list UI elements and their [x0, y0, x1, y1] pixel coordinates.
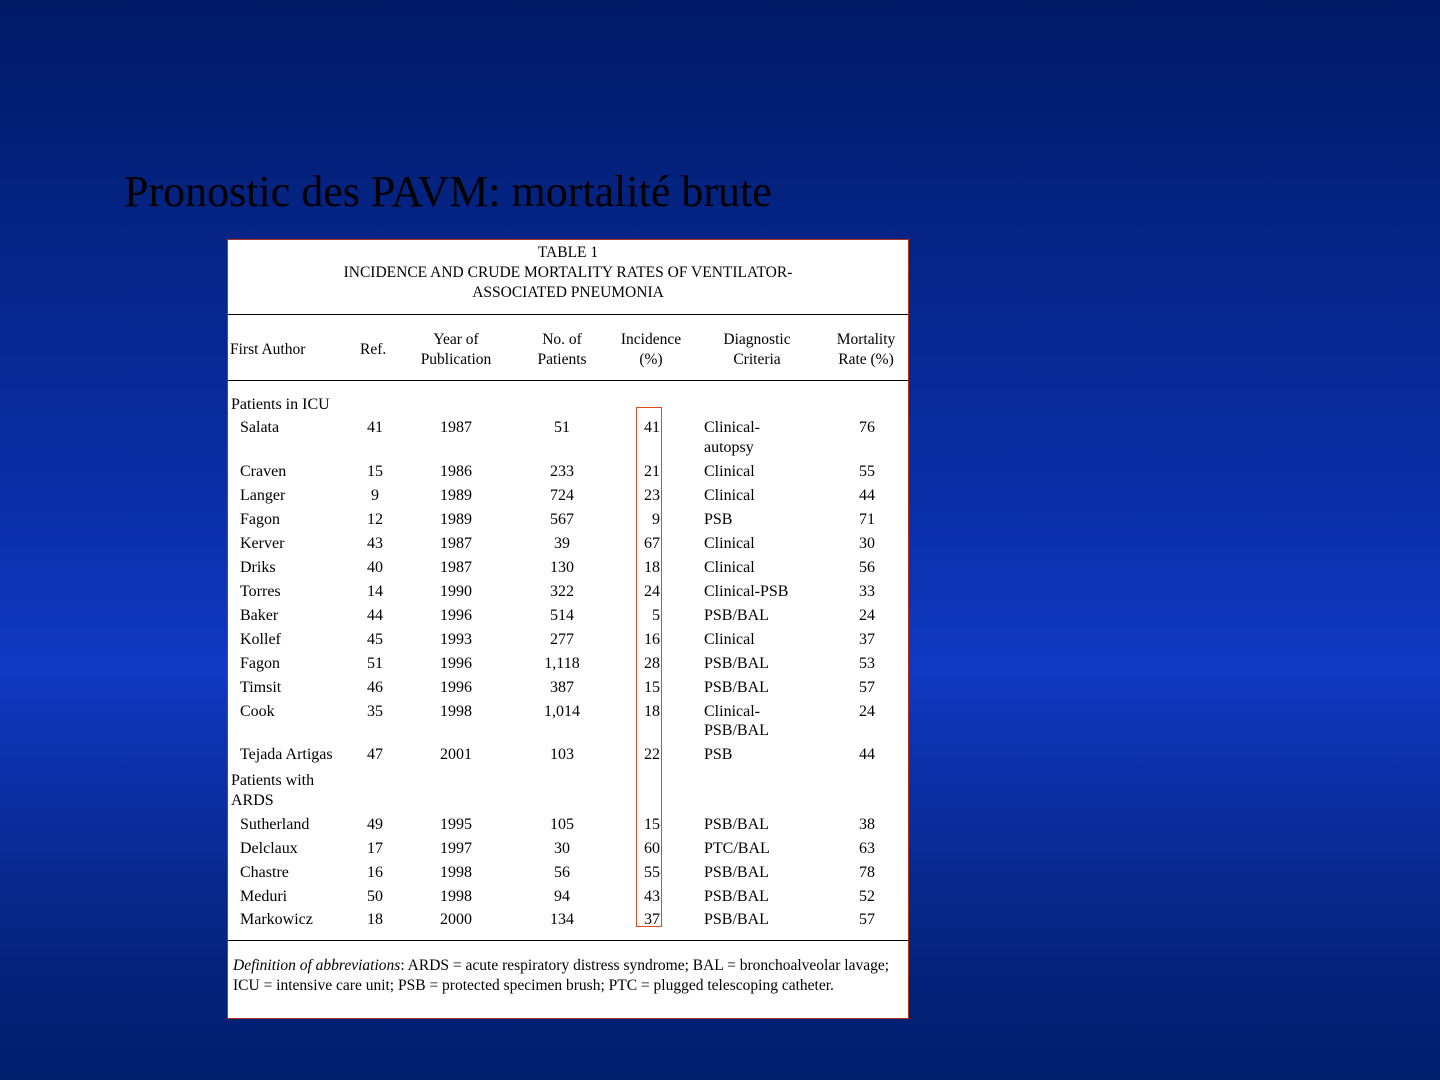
cell-mort: 76: [859, 419, 875, 436]
cell-diag: PSB/BAL: [704, 679, 769, 696]
cell-inc: 24: [644, 583, 660, 600]
cell-mort: 38: [859, 816, 875, 833]
cell-author: Markowicz: [240, 911, 313, 928]
section-title-ards-line-2: ARDS: [231, 792, 274, 809]
cell-ref: 35: [367, 703, 383, 720]
cell-inc: 15: [644, 679, 660, 696]
table-label: TABLE 1: [537, 244, 599, 261]
section-title-ards: Patients with: [231, 772, 315, 789]
cell-n: 514: [550, 607, 574, 624]
cell-diag: Clinical: [704, 463, 755, 480]
cell-author: Craven: [240, 463, 287, 480]
cell-diag: Clinical-: [704, 419, 760, 436]
header-patients: No. of Patients: [537, 331, 587, 368]
cell-mort: 53: [859, 655, 875, 672]
cell-n: 1,118: [544, 655, 580, 672]
cell-year: 1996: [440, 607, 472, 624]
footnote-lead: Definition of abbreviations: [233, 957, 401, 974]
cell-mort: 63: [859, 840, 875, 857]
cell-year: 1995: [440, 816, 472, 833]
cell-author: Langer: [240, 487, 286, 504]
cell-diag: PTC/BAL: [704, 840, 770, 857]
cell-n: 724: [550, 487, 574, 504]
cell-n: 567: [550, 511, 574, 528]
cell-inc: 15: [644, 816, 660, 833]
cell-year: 1987: [440, 559, 472, 576]
footnote: [233, 956, 903, 995]
cell-ref: 18: [367, 911, 383, 928]
cell-n: 30: [554, 840, 570, 857]
cell-diag: PSB/BAL: [704, 911, 769, 928]
cell-author: Tejada Artigas: [240, 746, 333, 763]
cell-inc: 18: [644, 703, 660, 720]
cell-diag: PSB/BAL: [704, 888, 769, 905]
cell-year: 1987: [440, 535, 472, 552]
cell-inc: 41: [644, 419, 660, 436]
cell-author: Salata: [240, 419, 280, 436]
cell-mort: 57: [859, 911, 875, 928]
cell-mort: 78: [859, 864, 875, 881]
cell-author: Fagon: [240, 511, 280, 528]
header-diagnostic: Diagnostic Criteria: [723, 331, 791, 368]
header-mortality: Mortality Rate (%): [836, 331, 896, 368]
cell-ref: 40: [367, 559, 383, 576]
cell-author: Driks: [240, 559, 276, 576]
cell-mort: 24: [859, 607, 875, 624]
cell-n: 56: [554, 864, 570, 881]
cell-n: 134: [550, 911, 574, 928]
incidence-highlight-box: [636, 407, 662, 927]
cell-diag: PSB/BAL: [704, 816, 769, 833]
cell-author: Timsit: [240, 679, 282, 696]
cell-year: 1987: [440, 419, 472, 436]
cell-year: 1998: [440, 888, 472, 905]
cell-year: 1989: [440, 487, 472, 504]
cell-ref: 9: [371, 487, 379, 504]
cell-year: 2001: [440, 746, 472, 763]
cell-ref: 12: [367, 511, 383, 528]
cell-diag: PSB: [704, 746, 733, 763]
cell-author: Kerver: [240, 535, 285, 552]
cell-ref: 49: [367, 816, 383, 833]
cell-n: 51: [554, 419, 570, 436]
cell-author: Kollef: [240, 631, 281, 648]
cell-inc: 18: [644, 559, 660, 576]
cell-diag: PSB: [704, 511, 733, 528]
cell-n: 322: [550, 583, 574, 600]
cell-mort: 52: [859, 888, 875, 905]
section-title-icu: Patients in ICU: [231, 396, 330, 413]
cell-author: Meduri: [240, 888, 288, 905]
cell-diag: Clinical: [704, 631, 755, 648]
cell-diag: Clinical: [704, 487, 755, 504]
cell-inc: 21: [644, 463, 660, 480]
cell-ref: 47: [367, 746, 383, 763]
cell-year: 1997: [440, 840, 472, 857]
cell-inc: 43: [644, 888, 660, 905]
cell-mort: 71: [859, 511, 875, 528]
cell-year: 1998: [440, 703, 472, 720]
header-author: First Author: [230, 341, 306, 358]
cell-author: Baker: [240, 607, 279, 624]
header-rule: [228, 380, 908, 381]
cell-ref: 51: [367, 655, 383, 672]
cell-inc: 22: [644, 746, 660, 763]
cell-year: 1989: [440, 511, 472, 528]
cell-mort: 55: [859, 463, 875, 480]
table-image: [227, 239, 909, 1019]
cell-ref: 15: [367, 463, 383, 480]
header-incidence: Incidence (%): [620, 331, 682, 368]
cell-n: 130: [550, 559, 574, 576]
cell-n: 233: [550, 463, 574, 480]
cell-ref: 50: [367, 888, 383, 905]
cell-ref: 44: [367, 607, 383, 624]
cell-n: 277: [550, 631, 574, 648]
table-caption-line-2: ASSOCIATED PNEUMONIA: [472, 284, 664, 301]
cell-diag: Clinical: [704, 559, 755, 576]
table-caption-line-1: INCIDENCE AND CRUDE MORTALITY RATES OF VENTILATOR-: [343, 264, 793, 281]
cell-inc: 67: [644, 535, 660, 552]
cell-inc: 55: [644, 864, 660, 881]
footnote-text: : ARDS = acute respiratory distress syndrome; BAL = bronchoalveolar lavage; ICU = intensive care unit; PSB = protected specimen brush; PTC = plugged telescoping catheter.: [233, 957, 890, 994]
cell-n: 1,014: [544, 703, 580, 720]
top-rule: [228, 314, 908, 315]
cell-mort: 33: [859, 583, 875, 600]
cell-year: 1993: [440, 631, 472, 648]
cell-inc: 28: [644, 655, 660, 672]
cell-year: 2000: [440, 911, 472, 928]
cell-ref: 16: [367, 864, 383, 881]
cell-ref: 45: [367, 631, 383, 648]
cell-mort: 37: [859, 631, 875, 648]
cell-inc: 60: [644, 840, 660, 857]
cell-diag: Clinical-PSB: [704, 583, 789, 600]
cell-inc: 5: [652, 607, 660, 624]
cell-author: Fagon: [240, 655, 280, 672]
cell-mort: 56: [859, 559, 875, 576]
cell-ref: 46: [367, 679, 383, 696]
cell-inc: 16: [644, 631, 660, 648]
cell-author: Cook: [240, 703, 275, 720]
bottom-rule: [228, 940, 908, 941]
cell-year: 1986: [440, 463, 472, 480]
cell-mort: 44: [859, 487, 875, 504]
cell-n: 387: [550, 679, 574, 696]
cell-ref: 41: [367, 419, 383, 436]
cell-diag: PSB/BAL: [704, 864, 769, 881]
cell-year: 1990: [440, 583, 472, 600]
cell-year: 1996: [440, 679, 472, 696]
cell-mort: 24: [859, 703, 875, 720]
cell-mort: 57: [859, 679, 875, 696]
cell-n: 103: [550, 746, 574, 763]
cell-mort: 30: [859, 535, 875, 552]
cell-author: Delclaux: [240, 840, 298, 857]
cell-ref: 17: [367, 840, 383, 857]
cell-ref: 43: [367, 535, 383, 552]
cell-inc: 9: [652, 511, 660, 528]
cell-inc: 37: [644, 911, 660, 928]
cell-n: 39: [554, 535, 570, 552]
cell-diag: PSB/BAL: [704, 607, 769, 624]
cell-diag: autopsy: [704, 439, 754, 456]
cell-diag: Clinical: [704, 535, 755, 552]
cell-inc: 23: [644, 487, 660, 504]
cell-diag: PSB/BAL: [704, 655, 769, 672]
cell-mort: 44: [859, 746, 875, 763]
cell-author: Torres: [240, 583, 281, 600]
cell-year: 1998: [440, 864, 472, 881]
header-year: Year of Publication: [420, 331, 492, 368]
cell-n: 105: [550, 816, 574, 833]
header-ref: Ref.: [360, 341, 387, 358]
cell-diag: Clinical-: [704, 703, 760, 720]
slide-title: Pronostic des PAVM: mortalité brute: [124, 167, 772, 216]
cell-author: Chastre: [240, 864, 289, 881]
cell-n: 94: [554, 888, 570, 905]
cell-ref: 14: [367, 583, 383, 600]
cell-diag: PSB/BAL: [704, 722, 769, 739]
cell-author: Sutherland: [240, 816, 310, 833]
cell-year: 1996: [440, 655, 472, 672]
